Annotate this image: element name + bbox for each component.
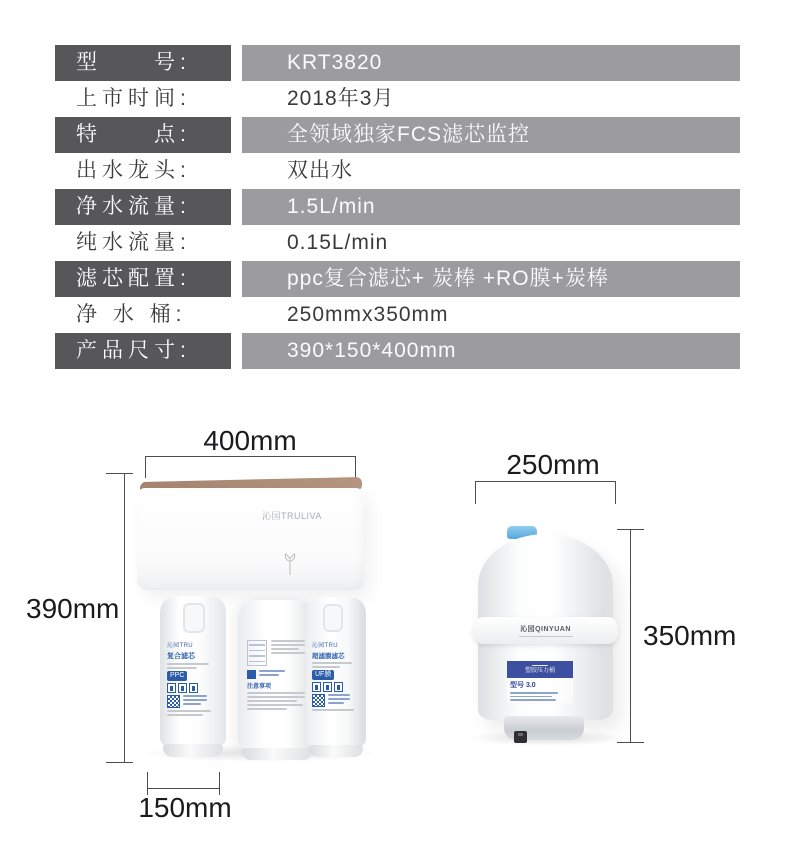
label-line xyxy=(328,694,350,696)
spec-value: 2018年3月 xyxy=(287,87,395,110)
label-line xyxy=(183,699,207,701)
filter-bottom-cap xyxy=(163,744,223,757)
tank-valve xyxy=(514,731,527,743)
dimension-line xyxy=(145,456,356,457)
filter-name-text: 复合滤芯 xyxy=(167,653,195,660)
spec-row xyxy=(55,81,740,117)
spec-value: 1.5L/min xyxy=(242,189,740,225)
label-line xyxy=(328,698,350,700)
filter-handle-notch xyxy=(323,604,343,632)
certification-icons xyxy=(167,683,217,693)
label-line xyxy=(247,704,303,706)
label-line xyxy=(519,636,573,638)
label-line xyxy=(312,666,340,668)
stamp-icon xyxy=(247,670,256,679)
spec-value: KRT3820 xyxy=(242,45,740,81)
dimension-tick xyxy=(145,456,146,478)
label-line xyxy=(532,665,548,667)
tank-width-dimension: 250mm xyxy=(506,449,600,480)
tank-label xyxy=(507,661,573,703)
spec-label: 上市时间: xyxy=(76,87,191,110)
spec-value: 0.15L/min xyxy=(287,231,389,254)
label-line xyxy=(328,702,344,704)
cert-icon xyxy=(178,683,187,693)
spec-row xyxy=(55,333,740,369)
spec-value: ppc复合滤芯+ 炭棒 +RO膜+炭棒 xyxy=(242,261,740,297)
label-line xyxy=(510,692,558,694)
spec-value: 双出水 xyxy=(287,159,353,182)
label-line xyxy=(167,667,197,669)
label-line xyxy=(271,644,305,646)
certification-icons xyxy=(312,682,360,692)
label-line xyxy=(247,708,287,710)
qr-code-icon xyxy=(167,695,180,708)
spec-label: 产品尺寸: xyxy=(55,333,231,369)
label-line xyxy=(312,662,352,664)
filter-label-left xyxy=(167,640,217,716)
spec-label: 纯水流量: xyxy=(76,231,191,254)
label-line xyxy=(271,640,305,642)
label-line xyxy=(247,696,305,698)
purifier-depth-dimension: 150mm xyxy=(138,792,232,823)
filter-brand-text: 沁园TRU xyxy=(312,643,338,649)
spec-row xyxy=(55,261,740,297)
label-line xyxy=(247,692,305,694)
cert-icon xyxy=(312,682,321,692)
dimension-line xyxy=(147,788,220,789)
spec-row xyxy=(55,189,740,225)
spec-row xyxy=(55,297,740,333)
label-line xyxy=(510,696,552,698)
purifier-width-dimension: 400mm xyxy=(203,425,297,456)
qr-row xyxy=(167,695,217,708)
dimension-tick xyxy=(106,762,133,763)
tulip-logo-icon xyxy=(281,553,299,576)
spec-label: 滤芯配置: xyxy=(55,261,231,297)
spec-row xyxy=(55,45,740,81)
tank-model-text: 型号 3.0 xyxy=(510,682,536,689)
spec-label: 出水龙头: xyxy=(76,159,191,182)
spec-row xyxy=(55,225,740,261)
label-line xyxy=(259,674,279,676)
label-line xyxy=(167,663,209,665)
purifier-height-dimension: 390mm xyxy=(26,593,120,624)
dimension-line xyxy=(124,473,125,763)
label-line xyxy=(312,709,354,711)
tank-label-body xyxy=(507,678,573,703)
dimension-tick xyxy=(615,481,616,504)
spec-diagram xyxy=(247,640,267,666)
dimension-tick xyxy=(355,456,356,478)
tank-label-title: 塑胶压力桶 xyxy=(524,668,555,675)
dimension-tick xyxy=(106,473,133,474)
filter-handle-notch xyxy=(183,603,205,633)
label-line xyxy=(167,714,203,716)
cert-icon xyxy=(334,682,343,692)
label-line xyxy=(259,670,285,672)
cert-icon xyxy=(323,682,332,692)
filter-bottom-cap xyxy=(309,745,363,757)
filter-label-right xyxy=(312,640,360,711)
spec-table xyxy=(55,45,740,369)
tank-label-header xyxy=(507,661,573,678)
tank-brand-band xyxy=(473,617,618,644)
label-line xyxy=(183,695,207,697)
spec-label: 净水流量: xyxy=(55,189,231,225)
spec-label: 特 点: xyxy=(55,117,231,153)
spec-row xyxy=(55,153,740,189)
spec-value: 390*150*400mm xyxy=(242,333,740,369)
filter-notice-title: 注意事项 xyxy=(247,684,272,690)
filter-badge: UF膜 xyxy=(312,670,334,680)
label-line xyxy=(271,648,299,650)
spec-label: 净 水 桶: xyxy=(76,303,187,326)
filter-label-middle xyxy=(247,640,309,710)
dimension-line xyxy=(630,529,631,743)
tank-height-dimension: 350mm xyxy=(643,620,737,651)
filter-name-text: 超滤膜滤芯 xyxy=(312,653,345,660)
dimension-tick xyxy=(475,481,476,504)
label-line xyxy=(167,710,211,712)
spec-value: 250mmx350mm xyxy=(287,303,449,326)
label-line xyxy=(247,700,297,702)
cert-icon xyxy=(167,683,176,693)
purifier-housing xyxy=(137,488,364,590)
cert-icon xyxy=(189,683,198,693)
filter-badge: PPC xyxy=(167,671,187,681)
spec-row xyxy=(55,117,740,153)
purifier-brand-text: 沁园TRULIVA xyxy=(262,511,322,521)
dimension-tick xyxy=(617,529,644,530)
filter-brand-text: 沁园TRU xyxy=(167,643,193,649)
filter-bottom-cap xyxy=(242,748,312,760)
label-line xyxy=(271,652,305,654)
spec-value: 全领域独家FCS滤芯监控 xyxy=(242,117,740,153)
qr-row xyxy=(312,694,360,707)
spec-label: 型 号: xyxy=(55,45,231,81)
dimension-line xyxy=(475,481,616,482)
qr-code-icon xyxy=(312,694,325,707)
tank-brand-text: 沁园QINYUAN xyxy=(520,625,571,633)
label-line xyxy=(510,699,556,701)
label-line xyxy=(183,703,201,705)
